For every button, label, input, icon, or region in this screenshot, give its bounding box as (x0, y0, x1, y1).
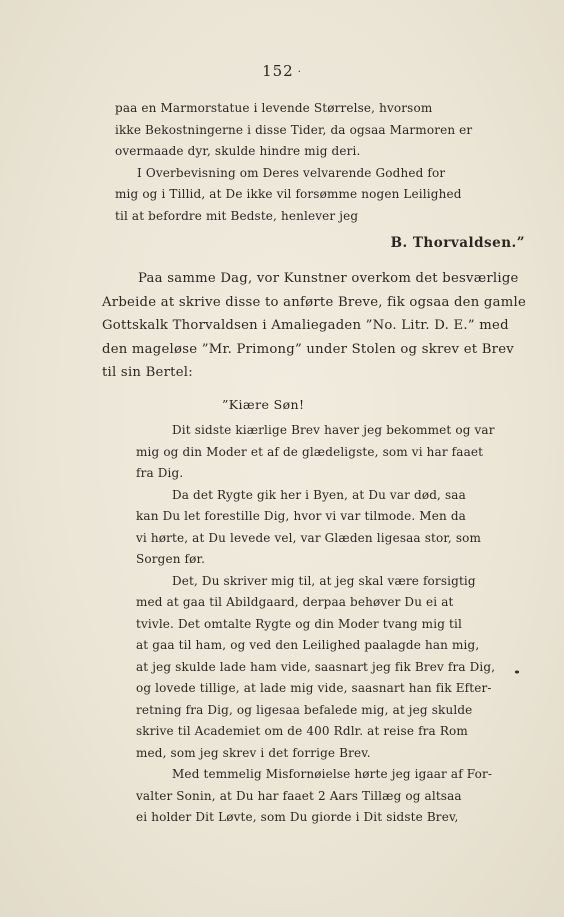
text-line: og lovede tillige, at lade mig vide, saasnart han fik Efter- (136, 681, 492, 695)
text-line: ikke Bekostningerne i disse Tider, da ogsaa Marmoren er (115, 122, 473, 137)
page-number (0, 62, 564, 80)
text-line: paa en Marmorstatue i levende Størrelse, hvorsom (115, 101, 433, 115)
text-line: kan Du let forestille Dig, hvor vi var tilmode. Men da (136, 509, 466, 523)
text-line: tvivle. Det omtalte Rygte og din Moder tvang mig til (136, 616, 462, 631)
text-line: overmaade dyr, skulde hindre mig deri. (115, 144, 361, 158)
text-line: fra Dig. (136, 466, 184, 480)
quoted-letter (136, 420, 522, 829)
text-line: Gottskalk Thorvaldsen i Amaliegaden ”No. Litr. D. E.” med (102, 318, 509, 333)
text-line: I Overbevisning om Deres velvarende Godhed for (137, 165, 446, 180)
text-line: ei holder Dit Løvte, som Du giorde i Dit sidste Brev, (136, 810, 459, 824)
text-line: mig og i Tillid, at De ikke vil forsømme nogen Leilighed (115, 187, 462, 201)
text-line: valter Sonin, at Du har faaet 2 Aars Tillæg og altsaa (136, 788, 462, 803)
signature: B. Thorvaldsen.” (390, 235, 525, 251)
text-line: den mageløse ”Mr. Primong” under Stolen og skrev et Brev (102, 341, 514, 357)
text-line: mig og din Moder et af de glædeligste, som vi har faaet (136, 444, 484, 459)
letter-ending-block (115, 98, 525, 255)
text-line: til sin Bertel: (102, 365, 193, 380)
text-line: Paa samme Dag, vor Kunstner overkom det besværlige (138, 271, 519, 286)
narrative-paragraph (102, 267, 530, 385)
text-line: med at gaa til Abildgaard, derpaa behøver Du ei at (136, 595, 454, 609)
text-line: at jeg skulde lade ham vide, saasnart jeg fik Brev fra Dig, (136, 659, 496, 674)
margin-ink-mark (515, 671, 519, 674)
text-line: retning fra Dig, og ligesaa befalede mig, at jeg skulde (136, 702, 473, 717)
text-line: at gaa til ham, og ved den Leilighed paalagde han mig, (136, 638, 480, 652)
page-number-text: 152 (262, 62, 294, 80)
text-line: Arbeide at skrive disse to anførte Breve, fik ogsaa den gamle (102, 294, 527, 310)
text-line: Sorgen før. (136, 552, 206, 566)
text-line: til at befordre mit Bedste, henlever jeg (115, 208, 359, 223)
text-line: vi hørte, at Du levede vel, var Glæden ligesaa stor, som (136, 530, 482, 545)
letter-greeting: ”Kiære Søn! (222, 397, 305, 412)
text-line: Dit sidste kiærlige Brev haver jeg bekommet og var (172, 423, 495, 437)
text-line: med, som jeg skrev i det forrige Brev. (136, 745, 371, 760)
text-line: Med temmelig Misfornøielse hørte jeg igaar af For- (172, 767, 493, 781)
text-line: Det, Du skriver mig til, at jeg skal være forsigtig (172, 573, 476, 588)
text-line: Da det Rygte gik her i Byen, at Du var død, saa (172, 487, 466, 502)
text-line: skrive til Academiet om de 400 Rdlr. at reise fra Rom (136, 724, 468, 738)
page-number-mark: · (297, 66, 302, 78)
